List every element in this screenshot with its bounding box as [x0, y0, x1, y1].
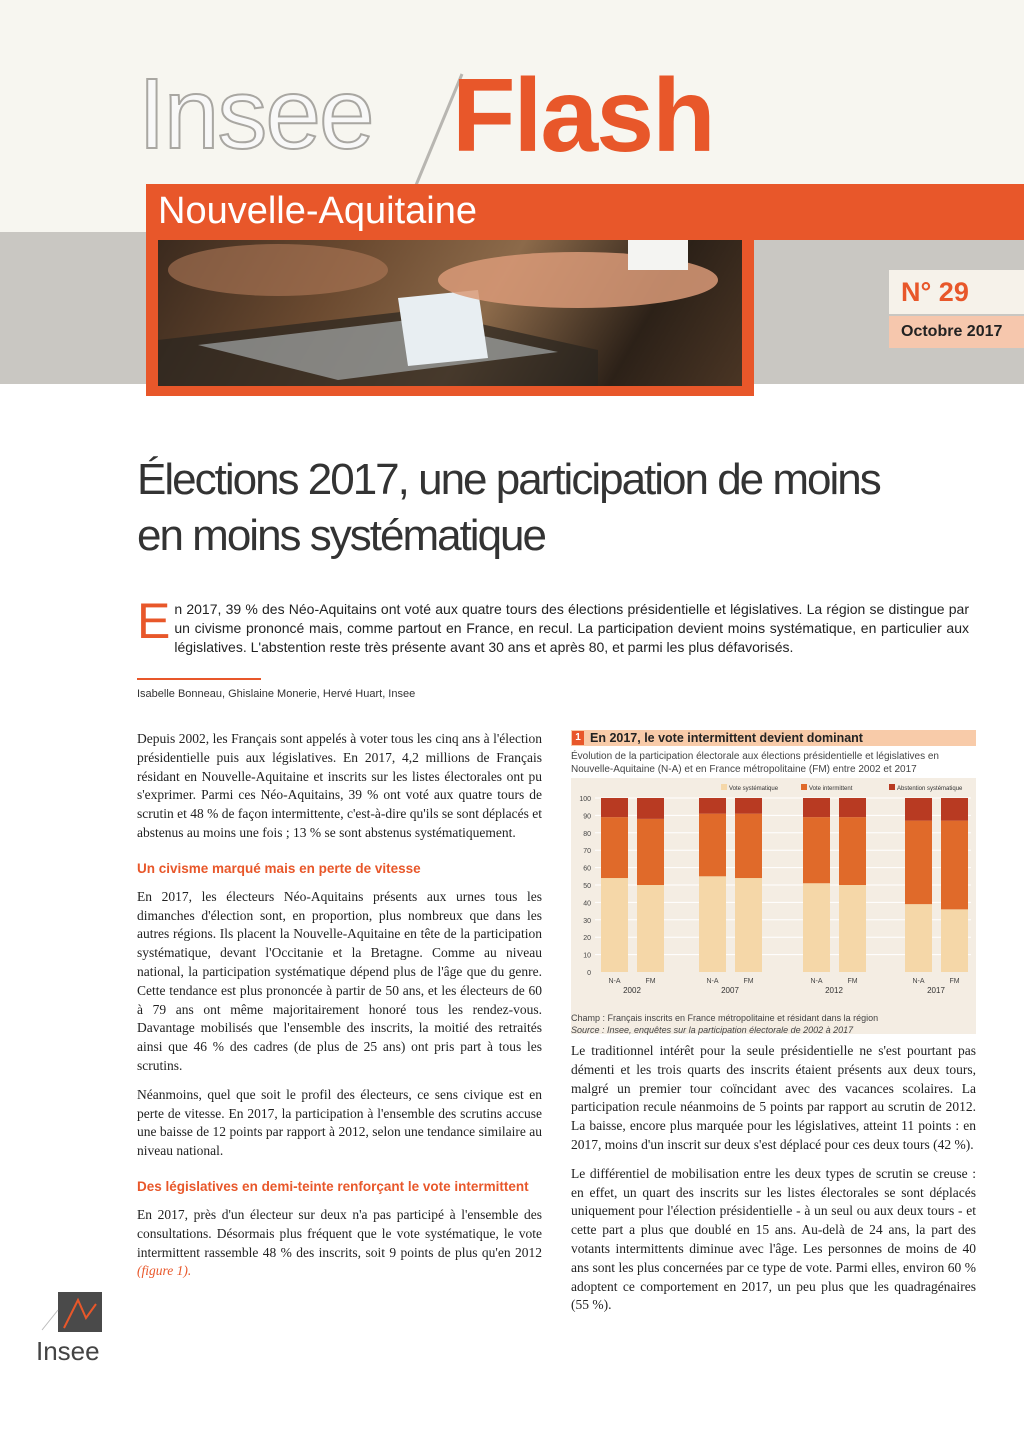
- y-tick-label: 70: [583, 848, 591, 856]
- bar-segment-abstention: [637, 798, 664, 819]
- lead-divider: [137, 678, 261, 680]
- x-tick-label: FM: [847, 978, 858, 985]
- article-title: Élections 2017, une participation de moins en moins systématique: [137, 455, 880, 560]
- article-lead: [137, 593, 969, 657]
- y-tick-label: 0: [587, 970, 591, 977]
- bar-segment-systematic: [803, 883, 830, 972]
- y-tick-label: 60: [583, 865, 591, 873]
- right-column: [571, 1042, 976, 1325]
- lead-drop-cap: E: [137, 593, 171, 649]
- paragraph: Néanmoins, quel que soit le profil des électeurs, ce sens civique est en perte de vitesse. En 2017, la participation à l'ensemble des scrutins accuse une baisse de 12 points par rapport à 2012, selon une tendance similaire au niveau national.: [137, 1086, 542, 1159]
- figure-reference-link[interactable]: (figure 1).: [137, 1263, 192, 1279]
- group-label: 2017: [927, 986, 945, 995]
- group-label: 2002: [623, 986, 641, 995]
- bar-segment-systematic: [735, 878, 762, 972]
- bar-segment-abstention: [905, 798, 932, 821]
- y-tick-label: 10: [583, 952, 591, 960]
- x-tick-label: N-A: [706, 978, 719, 985]
- bar-segment-intermittent: [803, 817, 830, 883]
- figure-source: Source : Insee, enquêtes sur la participation électorale de 2002 à 2017: [571, 1025, 854, 1035]
- bar-segment-intermittent: [905, 821, 932, 905]
- bar-segment-systematic: [601, 878, 628, 972]
- bar-segment-abstention: [699, 798, 726, 814]
- bar-segment-systematic: [905, 904, 932, 972]
- issue-number: N° 29: [889, 270, 1024, 314]
- x-tick-label: FM: [949, 978, 960, 985]
- group-label: 2012: [825, 986, 843, 995]
- bar-segment-intermittent: [699, 814, 726, 877]
- flash-logo: Flash: [452, 58, 714, 174]
- paragraph: [137, 1206, 542, 1281]
- y-tick-label: 50: [583, 883, 591, 890]
- bar-segment-intermittent: [637, 819, 664, 885]
- bar-segment-systematic: [637, 885, 664, 972]
- left-column: [137, 730, 542, 1291]
- figure-title: En 2017, le vote intermittent devient dominant: [590, 731, 863, 745]
- bar-segment-abstention: [941, 798, 968, 821]
- group-label: 2007: [721, 986, 739, 995]
- bar-segment-intermittent: [839, 817, 866, 885]
- bar-segment-systematic: [839, 885, 866, 972]
- paragraph: Le traditionnel intérêt pour la seule présidentielle ne s'est pourtant pas démenti et les trois quarts des inscrits étaient présents aux deux tours, malgré un premier tour coïncidant avec des vacances scolaires. La participation recule néanmoins de 5 points par rapport au scrutin de 2012. La baisse, encore plus marquée pour les législatives, atteint 11 points : en 2017, moins d'un inscrit sur deux s'est déplacé pour ces deux tours (42 %).: [571, 1043, 976, 1152]
- x-tick-label: FM: [645, 978, 656, 985]
- stacked-bar-chart: [571, 778, 976, 1012]
- insee-bottom-logo-text: Insee: [36, 1336, 100, 1366]
- x-tick-label: FM: [743, 978, 754, 985]
- y-tick-label: 100: [579, 796, 591, 803]
- section-heading: Un civisme marqué mais en perte de vitesse: [137, 860, 421, 876]
- legend-swatch: [721, 784, 727, 790]
- bar-segment-abstention: [735, 798, 762, 814]
- legend-label: Vote systématique: [729, 786, 779, 792]
- paragraph: Le différentiel de mobilisation entre les deux types de scrutin se creuse : en effet, un quart des inscrits sur les listes électorales se sont déplacés uniquement pour l'élection présidentielle - à un seul ou aux deux tours - et cette part a plus que doublé en 15 ans. Au-delà de 24 ans, la part des votants intermittents diminue avec l'âge. Les personnes de moins de 40 ans sont les plus concernées par ce type de vote. Parmi elles, environ 60 % adoptent ce comportement en 2017, un peu plus que les quadragénaires (55 %).: [571, 1165, 976, 1313]
- x-tick-label: N-A: [912, 978, 925, 985]
- figure-scope: Champ : Français inscrits en France métropolitaine et résidant dans la région: [571, 1013, 879, 1023]
- bar-segment-intermittent: [941, 821, 968, 910]
- bar-segment-systematic: [699, 876, 726, 972]
- issue-date: Octobre 2017: [889, 316, 1024, 348]
- paragraph: Depuis 2002, les Français sont appelés à voter tous les cinq ans à l'élection présidentielle puis aux législatives. En 2017, 4,2 millions de Français résidant en Nouvelle-Aquitaine et inscrits sur les listes électorales ont pu s'exprimer. Parmi ces Néo-Aquitains, 39 % ont voté aux quatre tours de scrutin et 48 % de façon intermittente, c'est-à-dire qu'ils se sont déplacés et abstenus au moins une fois ; 13 % se sont abstenus systématiquement.: [137, 731, 542, 840]
- y-tick-label: 20: [583, 935, 591, 943]
- legend-swatch: [889, 784, 895, 790]
- paragraph: En 2017, les électeurs Néo-Aquitains présents aux urnes tous les dimanches d'élection sont, en proportion, plus nombreux que dans les autres régions. Ils placent la Nouvelle-Aquitaine en tête de la participation systématique, devant l'Occitanie et la Bretagne. Comme au niveau national, la participation systématique dépend plus de l'âge que du genre. Cette tendance est plus prononcée à partir de 50 ans, et les électeurs de 60 à 79 ans ont même majoritairement honoré tous les rendez-vous. Davantage mobilisés que l'ensemble des inscrits, la moitié des retraités ainsi que 46 % des cadres (de plus de 25 ans) ont pris part à tous les scrutins.: [137, 888, 542, 1073]
- bar-segment-intermittent: [601, 817, 628, 878]
- y-tick-label: 90: [583, 813, 591, 821]
- authors: Isabelle Bonneau, Ghislaine Monerie, Hervé Huart, Insee: [137, 688, 416, 700]
- section-heading: Des législatives en demi-teinte renforçant le vote intermittent: [137, 1178, 529, 1194]
- legend-swatch: [801, 784, 807, 790]
- figure-title-bar: [571, 730, 976, 746]
- y-tick-label: 40: [583, 900, 591, 908]
- ballot-box-photo: [158, 240, 742, 386]
- legend-label: Abstention systématique: [897, 786, 963, 792]
- y-tick-label: 80: [583, 830, 591, 838]
- x-tick-label: N-A: [810, 978, 823, 985]
- region-name: Nouvelle-Aquitaine: [158, 190, 477, 232]
- figure-subtitle: Évolution de la participation électorale aux élections présidentielle et législatives en Nouvelle-Aquitaine (N-A) et en France métropolitaine (FM) entre 2002 et 2017: [571, 751, 939, 775]
- legend-label: Vote intermittent: [809, 786, 853, 792]
- bar-segment-systematic: [941, 909, 968, 972]
- figure-footnotes: [571, 1012, 976, 1036]
- paragraph-text: En 2017, près d'un électeur sur deux n'a pas participé à l'ensemble des consultations. Désormais plus fréquent que le vote systématique, le vote intermittent rassemble 48 % des inscrits, soit 9 points de plus qu'en 2012: [137, 1206, 542, 1260]
- y-tick-label: 30: [583, 917, 591, 925]
- ballot-illustration: [158, 240, 742, 386]
- lead-text: n 2017, 39 % des Néo-Aquitains ont voté aux quatre tours des élections présidentielle et législatives. La région se distingue par un civisme prononcé mais, comme partout en France, en recul. La participation devient moins systématique, en particulier aux législatives. L'abstention reste très présente avant 30 ans et après 80, et parmi les plus défavorisés.: [174, 601, 969, 655]
- bar-segment-abstention: [839, 798, 866, 817]
- figure-number: 1: [572, 731, 584, 745]
- bar-segment-abstention: [601, 798, 628, 817]
- x-tick-label: N-A: [608, 978, 621, 985]
- bar-segment-intermittent: [735, 814, 762, 878]
- bar-segment-abstention: [803, 798, 830, 817]
- insee-logo: Insee: [138, 58, 373, 170]
- figure-1: [571, 730, 976, 1035]
